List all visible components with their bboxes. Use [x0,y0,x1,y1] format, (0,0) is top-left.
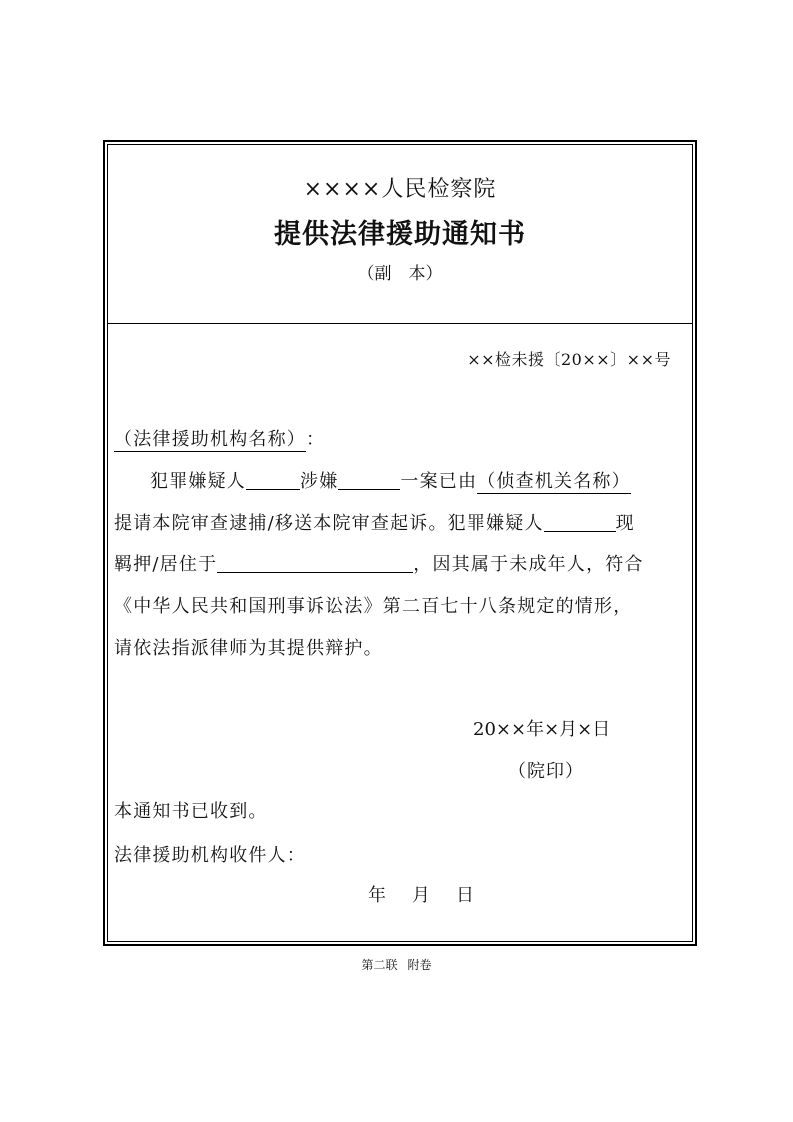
year-label: 年 [368,885,386,906]
paragraph-line-5 [114,634,383,660]
case-by-label: 一案已由 [400,471,478,492]
recipient-colon: ： [306,429,326,450]
recipient-line [114,425,325,452]
footer-part: 第二联 [361,958,398,972]
suspect-name-blank-2 [544,513,616,532]
court-seal-label: （院印） [508,761,584,782]
currently-label: 现 [615,513,635,534]
recipient-name: （法律援助机构名称） [114,429,306,450]
paragraph-line-1 [150,467,631,494]
paragraph-line-3 [114,550,644,576]
day-label: 日 [456,885,474,906]
footer-volume: 附卷 [407,958,432,972]
receipt-confirmation: 本通知书已收到。 [114,801,268,822]
header-divider [107,323,693,324]
review-text: 提请本院审查逮捕/移送本院审查起诉。犯罪嫌疑人 [114,513,544,534]
suspect-label: 犯罪嫌疑人 [150,471,246,492]
suspect-name-blank [246,471,300,490]
procuratorate-name: ××××人民检察院 [303,177,497,202]
issue-date: 20××年×月×日 [473,719,611,740]
paragraph-line-2 [114,509,635,535]
receiver-label: 法律援助机构收件人： [114,845,306,866]
request-text: 请依法指派律师为其提供辩护。 [114,638,383,659]
location-blank [217,554,413,573]
month-label: 月 [412,885,430,906]
investigation-agency: （侦查机关名称） [477,471,631,492]
document-title: 提供法律援助通知书 [274,219,526,250]
law-reference: 《中华人民共和国刑事诉讼法》第二百七十八条规定的情形， [114,596,633,617]
paragraph-line-4 [114,592,632,618]
document-number: ××检未援〔20××〕××号 [467,350,671,369]
detained-label: 羁押/居住于 [114,554,218,575]
charge-blank [338,471,400,490]
copy-label: （副 本） [357,264,443,284]
page-footer [0,956,793,973]
receipt-date [368,881,500,907]
charged-label: 涉嫌 [300,471,339,492]
minor-text: ，因其属于未成年人，符合 [413,554,644,575]
